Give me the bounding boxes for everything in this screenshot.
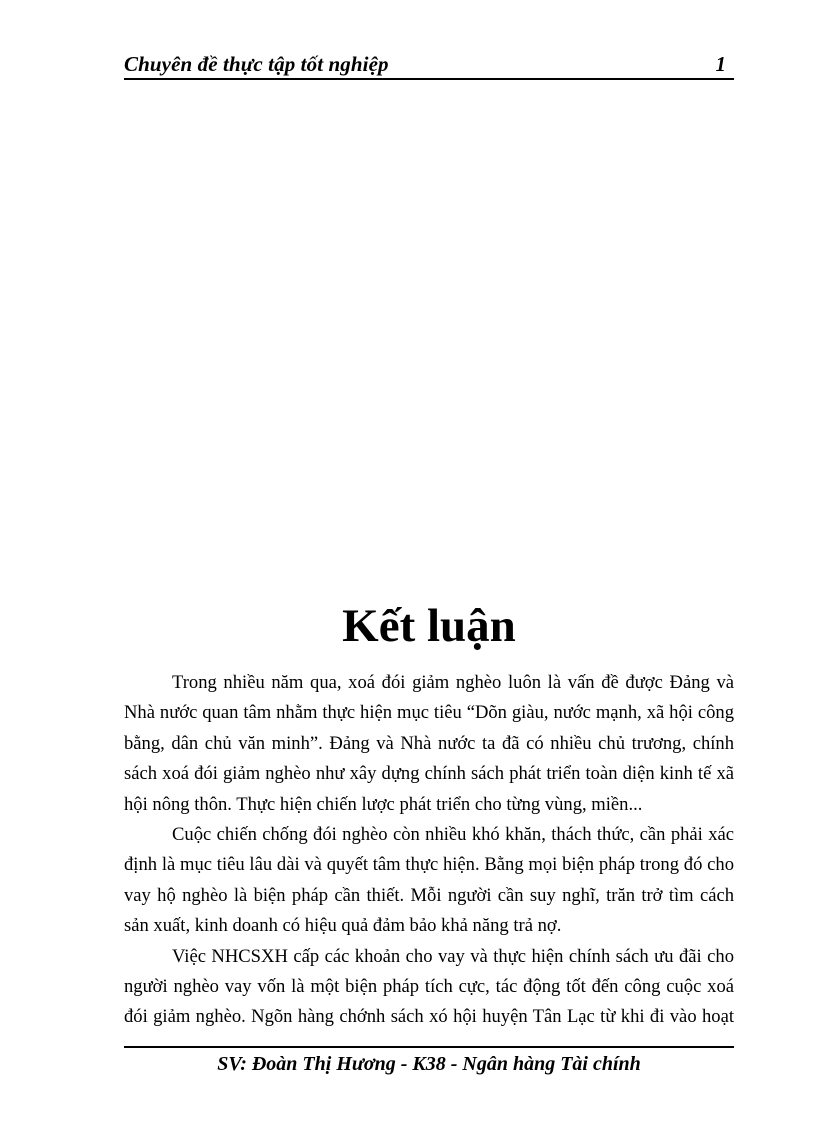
header-page-number: 1 [715, 52, 726, 76]
paragraph: Việc NHCSXH cấp các khoản cho vay và thực hiện chính sách ưu đãi cho người nghèo vay vốn là một biện pháp tích cực, tác động tốt đến công cuộc xoá đói giảm nghèo. Ngõn hàng chớnh sách xó hội huyện Tân Lạc từ khi đi vào hoạt [124, 945, 734, 1028]
chapter-title: Kết luận [342, 600, 516, 652]
header-title: Chuyên đề thực tập tốt nghiệp [124, 52, 389, 76]
page-header [124, 50, 734, 80]
paragraph: Cuộc chiến chống đói nghèo còn nhiều khó khăn, thách thức, cần phải xác định là mục tiêu lâu dài và quyết tâm thực hiện. Bằng mọi biện pháp trong đó cho vay hộ nghèo là biện pháp cần thiết. Mỗi người cần suy nghĩ, trăn trở tìm cách sản xuất, kinh doanh có hiệu quả đảm bảo khả năng trả nợ. [124, 824, 734, 937]
body-text [124, 668, 734, 1033]
footer-text: SV: Đoàn Thị Hương - K38 - Ngân hàng Tài chính [217, 1053, 641, 1075]
page-footer [124, 1046, 734, 1082]
paragraph: Trong nhiều năm qua, xoá đói giảm nghèo luôn là vấn đề được Đảng và Nhà nước quan tâm nhằm thực hiện mục tiêu “Dõn giàu, nước mạnh, xã hội công bằng, dân chủ văn minh”. Đảng và Nhà nước ta đã có nhiều chủ trương, chính sách xoá đói giảm nghèo như xây dựng chính sách phát triển toàn diện kinh tế xã hội nông thôn. Thực hiện chiến lược phát triển cho từng vùng, miền... [124, 672, 734, 815]
